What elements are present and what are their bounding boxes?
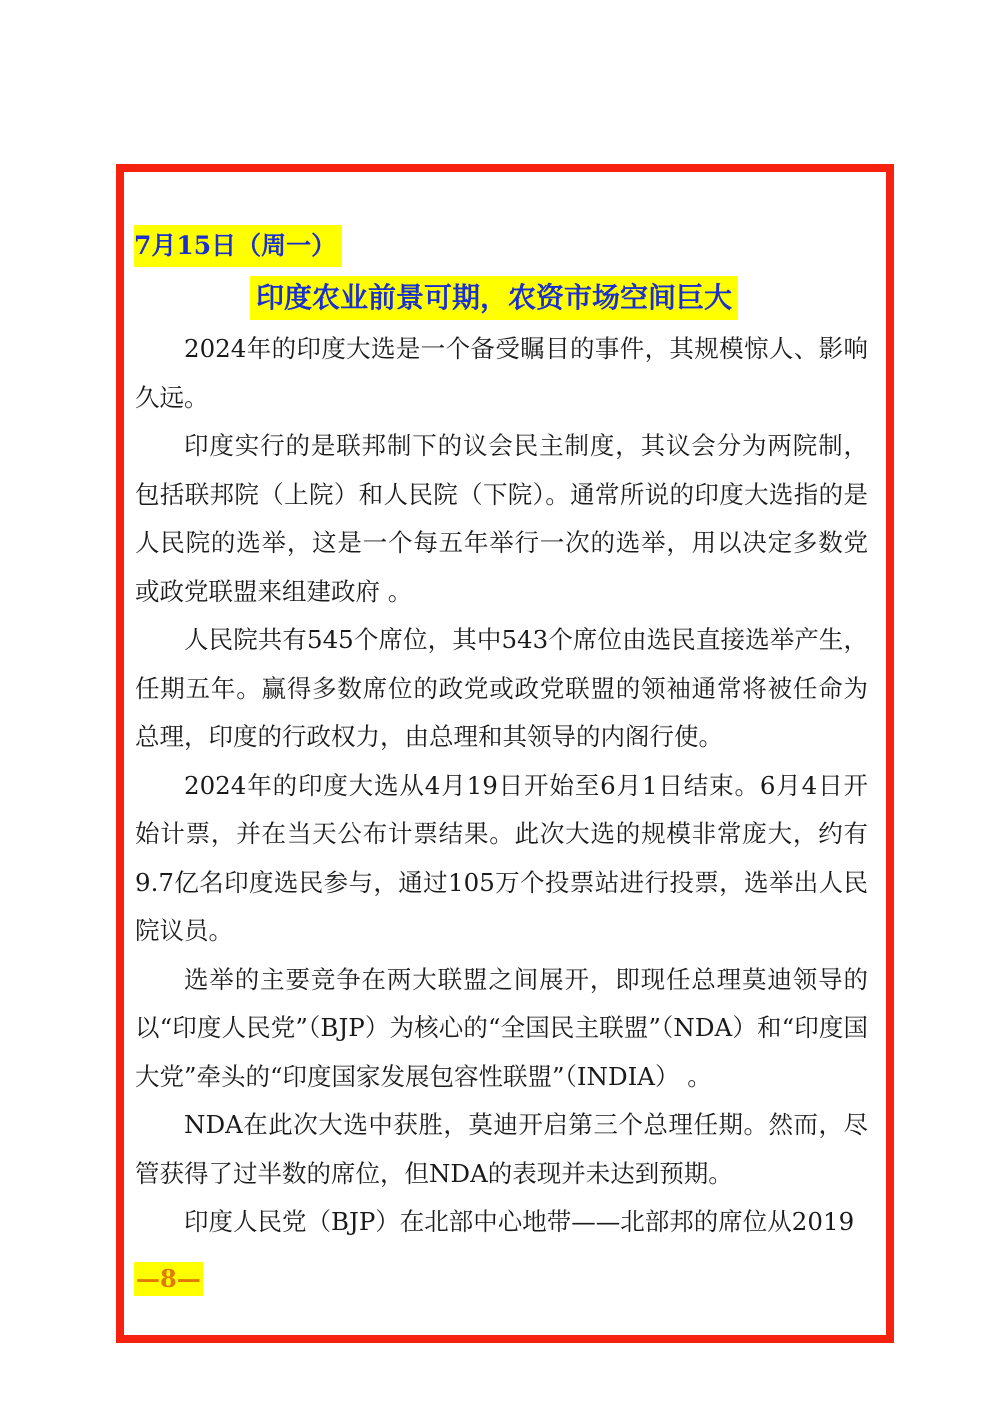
date-heading: 7月15日（周一） [134,225,342,267]
paragraph: 印度实行的是联邦制下的议会民主制度，其议会分为两院制，包括联邦院（上院）和人民院（下院）。通常所说的印度大选指的是人民院的选举，这是一个每五年举行一次的选举，用以决定多数党或政党联盟来组建政府 。 [135,431,868,606]
page-number: —8— [134,1262,203,1296]
article-body [135,325,868,1247]
paragraph: 2024年的印度大选从4月19日开始至6月1日结束。6月4日开始计票，并在当天公布计票结果。此次大选的规模非常庞大，约有9.7亿名印度选民参与，通过105万个投票站进行投票，选举出人民院议员。 [135,770,868,945]
paragraph: 选举的主要竞争在两大联盟之间展开，即现任总理莫迪领导的以“印度人民党”（BJP）为核心的“全国民主联盟”（NDA）和“印度国大党”牵头的“印度国家发展包容性联盟”（INDIA） 。 [135,964,868,1091]
paragraph: 人民院共有545个席位，其中543个席位由选民直接选举产生，任期五年。赢得多数席位的政党或政党联盟的领袖通常将被任命为总理，印度的行政权力，由总理和其领导的内阁行使。 [135,625,868,751]
paragraph: 印度人民党（BJP）在北部中心地带——北部邦的席位从2019 [184,1207,855,1236]
article-title: 印度农业前景可期，农资市场空间巨大 [250,276,738,320]
paragraph: NDA在此次大选中获胜，莫迪开启第三个总理任期。然而，尽管获得了过半数的席位，但NDA的表现并未达到预期。 [135,1110,868,1188]
paragraph: 2024年的印度大选是一个备受瞩目的事件，其规模惊人、影响久远。 [135,334,868,412]
